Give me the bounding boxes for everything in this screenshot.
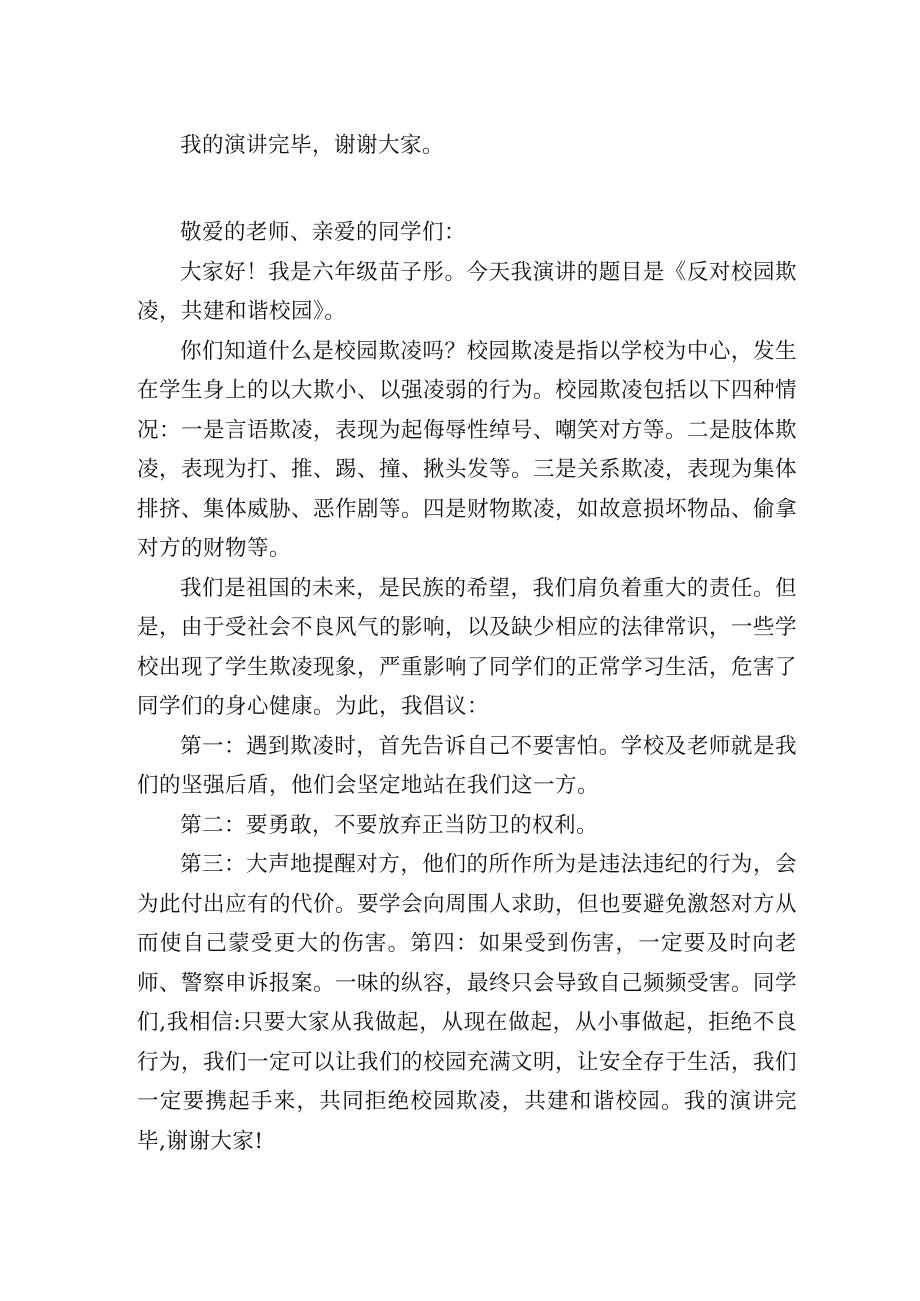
point-one-paragraph: 第一：遇到欺凌时，首先告诉自己不要害怕。学校及老师就是我们的坚强后盾，他们会坚定地站在我们这一方。 — [137, 733, 797, 798]
closing-line-top — [137, 126, 797, 166]
intro-paragraph: 大家好！我是六年级苗子彤。今天我演讲的题目是《反对校园欺凌，共建和谐校园》。 — [137, 259, 797, 324]
greeting-paragraph: 敬爱的老师、亲爱的同学们： — [180, 220, 467, 245]
point-three-paragraph: 第三：大声地提醒对方，他们的所作所为是违法违纪的行为，会为此付出应有的代价。要学会向周围人求助，但也要避免激怒对方从而使自己蒙受更大的伤害。第四：如果受到伤害，一定要及时向老师、警察申诉报案。一味的纵容，最终只会导致自己频频受害。同学们,我相信:只要大家从我做起，从现在做起，从小事做起，拒绝不良行为，我们一定可以让我们的校园充满文明，让安全存于生活，我们一定要携起手来，共同拒绝校园欺凌，共建和谐校园。我的演讲完毕,谢谢大家! — [137, 852, 798, 1154]
speech-body — [137, 213, 797, 1161]
closing-paragraph: 我的演讲完毕，谢谢大家。 — [180, 133, 445, 158]
point-two-paragraph: 第二：要勇敢，不要放弃正当防卫的权利。 — [180, 812, 599, 838]
definition-paragraph: 你们知道什么是校园欺凌吗？校园欺凌是指以学校为中心，发生在学生身上的以大欺小、以强凌弱的行为。校园欺凌包括以下四种情况：一是言语欺凌，表现为起侮辱性绰号、嘲笑对方等。二是肢体欺凌，表现为打、推、踢、撞、揪头发等。三是关系欺凌，表现为集体排挤、集体威胁、恶作剧等。四是财物欺凌，如故意损坏物品、偷拿对方的财物等。 — [137, 338, 798, 561]
appeal-paragraph: 我们是祖国的未来，是民族的希望，我们肩负着重大的责任。但是，由于受社会不良风气的影响，以及缺少相应的法律常识，一些学校出现了学生欺凌现象，严重影响了同学们的正常学习生活，危害了同学们的身心健康。为此，我倡议： — [137, 575, 798, 719]
